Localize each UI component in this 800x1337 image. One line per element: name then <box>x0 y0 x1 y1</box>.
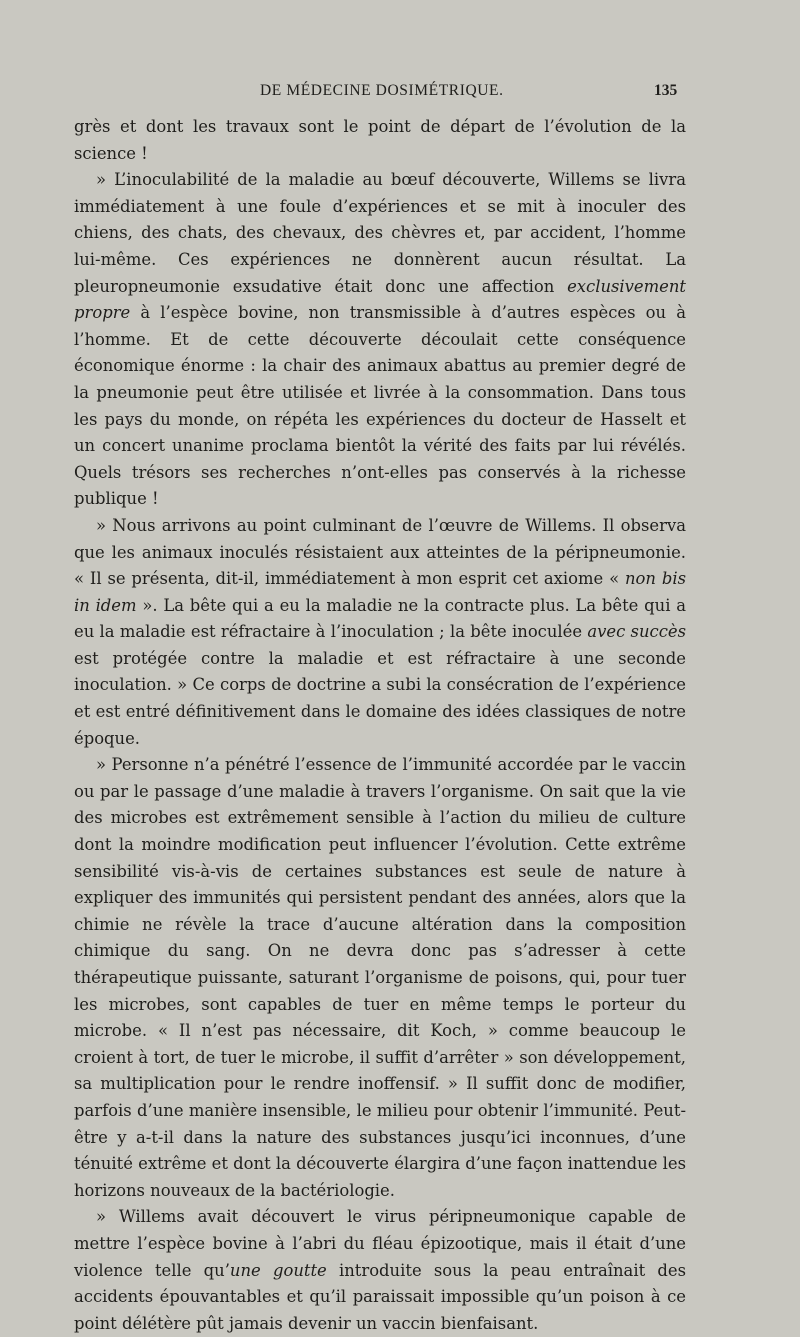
italic-text: non bis in idem <box>74 569 686 615</box>
text-run: à l’espèce bovine, non transmissible à d’autres espèces ou à l’homme. Et de cette découverte découlait cette conséquence économique énorme : la chair des animaux abattus au premier degré de la pneumonie peut être utilisée et livrée à la consommation. Dans tous les pays du monde, on répéta les expériences du docteur de Hasselt et un concert unanime proclama bientôt la vérité des faits par lui révélés. Quels trésors ses recherches n’ont-elles pas conservés à la richesse publique ! <box>74 303 686 509</box>
text-run: » Personne n’a pénétré l’essence de l’immunité accordée par le vaccin ou par le passage d’une maladie à travers l’organisme. On sait que la vie des microbes est extrêmement sensible à l’action du milieu de culture dont la moindre modification peut influencer l’évolution. Cette extrême sensibilité vis-à-vis de certaines substances est seule de nature à expliquer des immunités qui persistent pendant des années, alors que la chimie ne révèle la trace d’aucune altération dans la composition chimique du sang. On ne devra donc pas s’adresser à cette thérapeutique puissante, saturant l’organisme de poisons, qui, pour tuer les microbes, sont capables de tuer en même temps le porteur du microbe. « Il n’est pas nécessaire, dit Koch, » comme beaucoup le croient à tort, de tuer le microbe, il suffit d’arrêter » son développement, sa multiplication pour le rendre inoffensif. » Il suffit donc de modifier, parfois d’une manière insensible, le milieu pour obtenir l’immunité. Peut-être y a-t-il dans la nature des substances jusqu’ici inconnues, d’une ténuité extrême et dont la découverte élargira d’une façon inattendue les horizons nouveaux de la bactériologie. <box>74 755 686 1200</box>
text-run: introduite sous la peau entraînait des accidents épouvantables et qu’il paraissait impossible qu’un poison à ce point délétère pût jamais devenir un vaccin bienfaisant. <box>74 1260 686 1333</box>
italic-text: exclusivement propre <box>74 276 686 323</box>
paragraph <box>74 752 686 1204</box>
body-text <box>74 114 686 1337</box>
text-run: » L’inoculabilité de la maladie au bœuf découverte, Willems se livra immédiatement à une foule d’expériences et se mit à inoculer des chiens, des chats, des chevaux, des chèvres et, par accident, l’homme lui-même. Ces expériences ne donnèrent aucun résultat. La pleuropneumonie exsudative était donc une affection <box>74 170 686 296</box>
text-run: » Willems avait découvert le virus péripneumonique capable de mettre l’espèce bovine à l’abri du fléau épizootique, mais il était d’une violence telle qu’ <box>74 1207 686 1280</box>
paragraph <box>74 513 686 752</box>
page-number: 135 <box>654 82 678 99</box>
italic-text: une goutte <box>229 1260 327 1280</box>
text-run: » Nous arrivons au point culminant de l’œuvre de Willems. Il observa que les animaux inoculés résistaient aux atteintes de la péripneumonie. « Il se présenta, dit-il, immédiatement à mon esprit cet axiome « <box>74 515 686 589</box>
running-title: DE MÉDECINE DOSIMÉTRIQUE. <box>260 82 504 99</box>
paragraph <box>74 167 686 513</box>
text-run: ». La bête qui a eu la maladie ne la contracte plus. La bête qui a eu la maladie est réfractaire à l’inoculation ; la bête inoculée <box>74 595 686 642</box>
italic-text: avec succès <box>587 622 686 642</box>
text-run: est protégée contre la maladie et est réfractaire à une seconde inoculation. » Ce corps de doctrine a subi la consécration de l’expérience et est entré définitivement dans le domaine des idées classiques de notre époque. <box>74 648 686 748</box>
running-header <box>0 82 800 106</box>
text-run: grès et dont les travaux sont le point de départ de l’évolution de la science ! <box>74 117 686 163</box>
paragraph <box>74 114 686 167</box>
paragraph <box>74 1204 686 1337</box>
